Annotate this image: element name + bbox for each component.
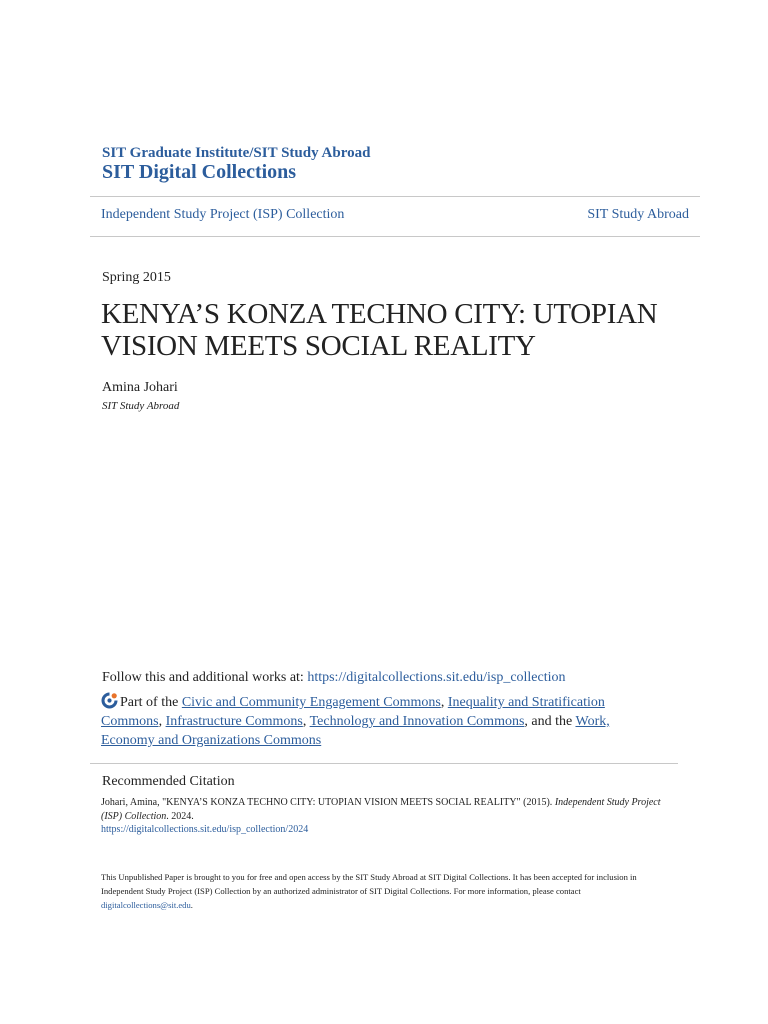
citation-text: Johari, Amina, "KENYA’S KONZA TECHNO CITY: UTOPIAN VISION MEETS SOCIAL REALITY" (2015). xyxy=(101,797,555,808)
citation-journal: Independent Study Project (ISP) Collection xyxy=(101,797,661,822)
commons-link-technology[interactable]: Technology and Innovation Commons xyxy=(309,714,525,729)
access-notice xyxy=(101,870,671,912)
commons-separator: , xyxy=(302,714,310,729)
header-divider-bottom xyxy=(90,236,700,237)
part-of-prefix: Part of the xyxy=(120,695,182,710)
institution-name[interactable]: SIT Graduate Institute/SIT Study Abroad xyxy=(102,145,371,161)
citation-url-link[interactable]: https://digitalcollections.sit.edu/isp_collection/2024 xyxy=(101,824,309,835)
header-divider-top xyxy=(90,196,700,197)
commons-link-work[interactable]: Work, Economy and Organizations Commons xyxy=(101,714,610,748)
commons-separator: , xyxy=(440,695,448,710)
commons-and-the: , and the xyxy=(524,714,576,729)
contact-email-link[interactable]: digitalcollections@sit.edu xyxy=(101,900,191,910)
citation-divider xyxy=(90,763,678,764)
collection-url-link[interactable]: https://digitalcollections.sit.edu/isp_collection xyxy=(307,670,566,685)
part-of-commons xyxy=(101,692,661,750)
author-name: Amina Johari xyxy=(102,380,178,395)
publication-date: Spring 2015 xyxy=(102,270,171,285)
paper-title: KENYA’S KONZA TECHNO CITY: UTOPIAN VISION MEETS SOCIAL REALITY xyxy=(101,298,658,362)
network-icon xyxy=(101,692,118,709)
program-link[interactable]: SIT Study Abroad xyxy=(587,207,689,222)
commons-link-civic[interactable]: Civic and Community Engagement Commons xyxy=(181,695,441,710)
commons-separator: , xyxy=(158,714,166,729)
notice-end: . xyxy=(190,900,193,910)
repository-name[interactable]: SIT Digital Collections xyxy=(102,161,297,183)
citation-number: . 2024. xyxy=(166,810,194,822)
citation-block xyxy=(101,796,676,837)
commons-link-inequality[interactable]: Inequality and Stratification Commons xyxy=(101,695,605,729)
citation-heading: Recommended Citation xyxy=(102,774,235,789)
follow-label: Follow this and additional works at: xyxy=(102,670,308,685)
notice-text: This Unpublished Paper is brought to you for free and open access by the SIT Study Abroad at SIT Digital Collections. It has been accepted for inclusion in Independent Study Project (ISP) Collection by an authorized administrator of SIT Digital Collections. For more information, please contact xyxy=(101,872,637,896)
collection-link[interactable]: Independent Study Project (ISP) Collection xyxy=(101,207,345,222)
commons-link-infrastructure[interactable]: Infrastructure Commons xyxy=(165,714,303,729)
author-affiliation: SIT Study Abroad xyxy=(102,400,180,412)
follow-line xyxy=(102,670,566,686)
